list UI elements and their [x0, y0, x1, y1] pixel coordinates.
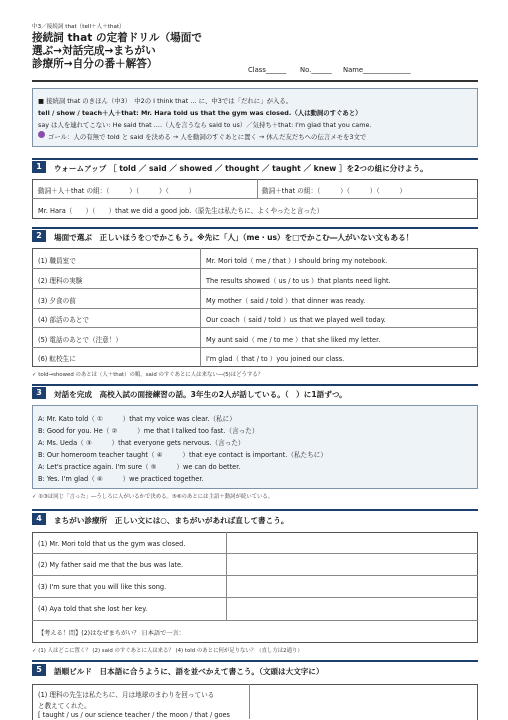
error-sentence: (4) Aya told that she lost her key.	[38, 605, 148, 613]
correction-answer-field[interactable]	[228, 599, 476, 619]
section-3-number: 3	[32, 387, 46, 399]
section-2-row-divider	[32, 347, 478, 348]
section-4-number: 4	[32, 513, 46, 525]
dialogue-line[interactable]: A: Ms. Ueda（ ③ ）that everyone gets nervous.（言った）	[38, 439, 245, 447]
scene-label: (6) 転校生に	[38, 355, 76, 363]
reorder-word-bank: [ taught / us / our science teacher / the moon / that / goes	[38, 711, 230, 719]
intro-line-4: ゴール：人の有無で told と said を決める → 人を動詞のすぐあとに置く → 休んだ友だちへの伝言メモを3文で	[48, 133, 367, 141]
section-4-rule	[32, 509, 478, 511]
section-4-row-divider	[32, 575, 478, 576]
section-5-title: 語順ビルド 日本語に合うように、語を並べかえて書こう。（文頭は大文字に）	[54, 667, 324, 676]
choice-sentence[interactable]: Our coach（ said / told ）us that we played well today.	[206, 316, 386, 324]
number-field[interactable]: No.______	[300, 66, 332, 74]
warmup-sentence[interactable]: Mr. Hara（ ）（ ）that we did a good job.（原先生は私たちに、よくやったと言った）	[38, 207, 324, 215]
section-3-rule	[32, 384, 478, 386]
reorder-prompt-line-1: (1) 理科の先生は私たちに、月は地球のまわりを回っている	[38, 691, 215, 699]
error-sentence: (1) Mr. Mori told that us the gym was closed.	[38, 540, 186, 548]
correction-answer-field[interactable]	[228, 555, 476, 574]
dialogue-line[interactable]: B: Good for you. He（ ② ）me that I talked too fast.（言った）	[38, 427, 259, 435]
section-5-number: 5	[32, 664, 46, 676]
section-4-col-divider	[226, 532, 227, 620]
section-4-row-divider	[32, 597, 478, 598]
scene-label: (3) 夕食の前	[38, 297, 76, 305]
section-1-title: ウォームアップ ［ told ／ said ／ showed ／ thought ／ taught ／ knew ］を2つの組に分けよう。	[54, 164, 428, 173]
scene-label: (4) 部活のあとで	[38, 316, 89, 324]
section-2-row-divider	[32, 288, 478, 289]
correction-answer-field[interactable]	[228, 534, 476, 552]
error-sentence: (3) I'm sure that you will like this song.	[38, 583, 167, 591]
choice-sentence[interactable]: I'm glad（ that / to ）you joined our class.	[206, 355, 345, 363]
section-1-number: 1	[32, 161, 46, 173]
intro-line-2: tell / show / teach＋人＋that: Mr. Hara told us that the gym was closed.（人は動詞のすぐあと）	[38, 109, 362, 117]
error-sentence: (2) My father said me that the bus was late.	[38, 561, 184, 569]
section-5-rule	[32, 660, 478, 662]
group-without-person[interactable]: 動詞＋that の組：（ ）（ ）（ ）	[262, 187, 407, 195]
title-line-1: 接続詞 that の定着ドリル（場面で	[32, 32, 202, 44]
think-question[interactable]: 【考える！問】(2)はなぜまちがい？ 日本語で一言：	[38, 630, 185, 637]
section-1-row-divider	[32, 198, 478, 199]
dialogue-line[interactable]: B: Our homeroom teacher taught（ ④ ）that eye contact is important.（私たちに）	[38, 451, 327, 459]
dialogue-line[interactable]: B: Yes. I'm glad（ ⑥ ）we practiced together.	[38, 475, 204, 483]
section-4-title: まちがい診療所 正しい文には○、まちがいがあれば直して書こう。	[54, 516, 289, 525]
section-2-title: 場面で選ぶ 正しいほうを○でかこもう。※先に「人」（me・us）を□でかこむ―人がいない文もある！	[54, 233, 414, 242]
header-divider	[32, 80, 478, 82]
worksheet-subtitle: 中3／接続詞 that（tell＋人＋that）	[32, 24, 125, 30]
choice-sentence[interactable]: Mr. Mori told（ me / that ）I should bring my notebook.	[206, 257, 388, 265]
intro-line-1: ■ 接続詞 that のきほん（中3） 中2の I think that … に、中3では「だれに」が入る。	[38, 97, 293, 105]
section-3-hint: ✓ ①③は同じ「言った」―うしろに人がいるかで決める。⑤⑥のあとには主語＋動詞が続いている。	[32, 494, 274, 500]
choice-sentence[interactable]: My aunt said（ me / to me ）that she liked my letter.	[206, 336, 381, 344]
choice-sentence[interactable]: The results showed（ us / to us ）that plants need light.	[206, 277, 391, 285]
scene-label: (1) 職員室で	[38, 257, 76, 265]
section-2-number: 2	[32, 230, 46, 242]
section-2-row-divider	[32, 268, 478, 269]
section-2-hint: ✓ told→showed のあとは（人＋that）の順。said のすぐあとに人は来ない―(5)はどうする？	[32, 372, 264, 378]
scene-label: (5) 電話のあとで（注意！）	[38, 336, 122, 344]
name-field[interactable]: Name______________	[343, 66, 411, 74]
section-5-col-divider	[249, 684, 250, 719]
choice-sentence[interactable]: My mother（ said / told ）that dinner was ready.	[206, 297, 366, 305]
reorder-prompt-line-2: と教えてくれた。	[38, 702, 91, 710]
section-4-hint: ✓ (1) 人はどこに置く？ (2) said のすぐあとに人は来る？ (4) told のあとに何が足りない？（直し方は2通り）	[32, 648, 303, 654]
section-2-rule	[32, 227, 478, 229]
section-1-rule	[32, 158, 478, 160]
section-3-title: 対話を完成 高校入試の面接練習の話。3年生の2人が話している。（ ）に1語ずつ。	[54, 390, 347, 399]
section-2-row-divider	[32, 327, 478, 328]
section-2-row-divider	[32, 308, 478, 309]
title-line-3: 診療所→自分の番＋解答）	[32, 58, 158, 70]
group-with-person[interactable]: 動詞＋人＋that の組：（ ）（ ）（ ）	[38, 187, 196, 195]
intro-line-3: say は人を連れてこない: He said that ….（人を言うなら said to us）／気持ち＋that: I'm glad that you came.	[38, 121, 372, 129]
goal-icon	[38, 131, 45, 138]
reorder-answer-field[interactable]	[251, 686, 476, 719]
class-field[interactable]: Class______	[248, 66, 287, 74]
section-4-row-divider	[32, 620, 478, 621]
section-4-row-divider	[32, 553, 478, 554]
scene-label: (2) 理科の実験	[38, 277, 83, 285]
dialogue-line[interactable]: A: Mr. Kato told（ ① ）that my voice was clear.（私に）	[38, 415, 236, 423]
dialogue-line[interactable]: A: Let's practice again. I'm sure（ ⑤ ）we can do better.	[38, 463, 241, 471]
correction-answer-field[interactable]	[228, 577, 476, 596]
title-line-2: 選ぶ→対話完成→まちがい	[32, 45, 156, 57]
section-1-col-divider	[257, 179, 258, 198]
